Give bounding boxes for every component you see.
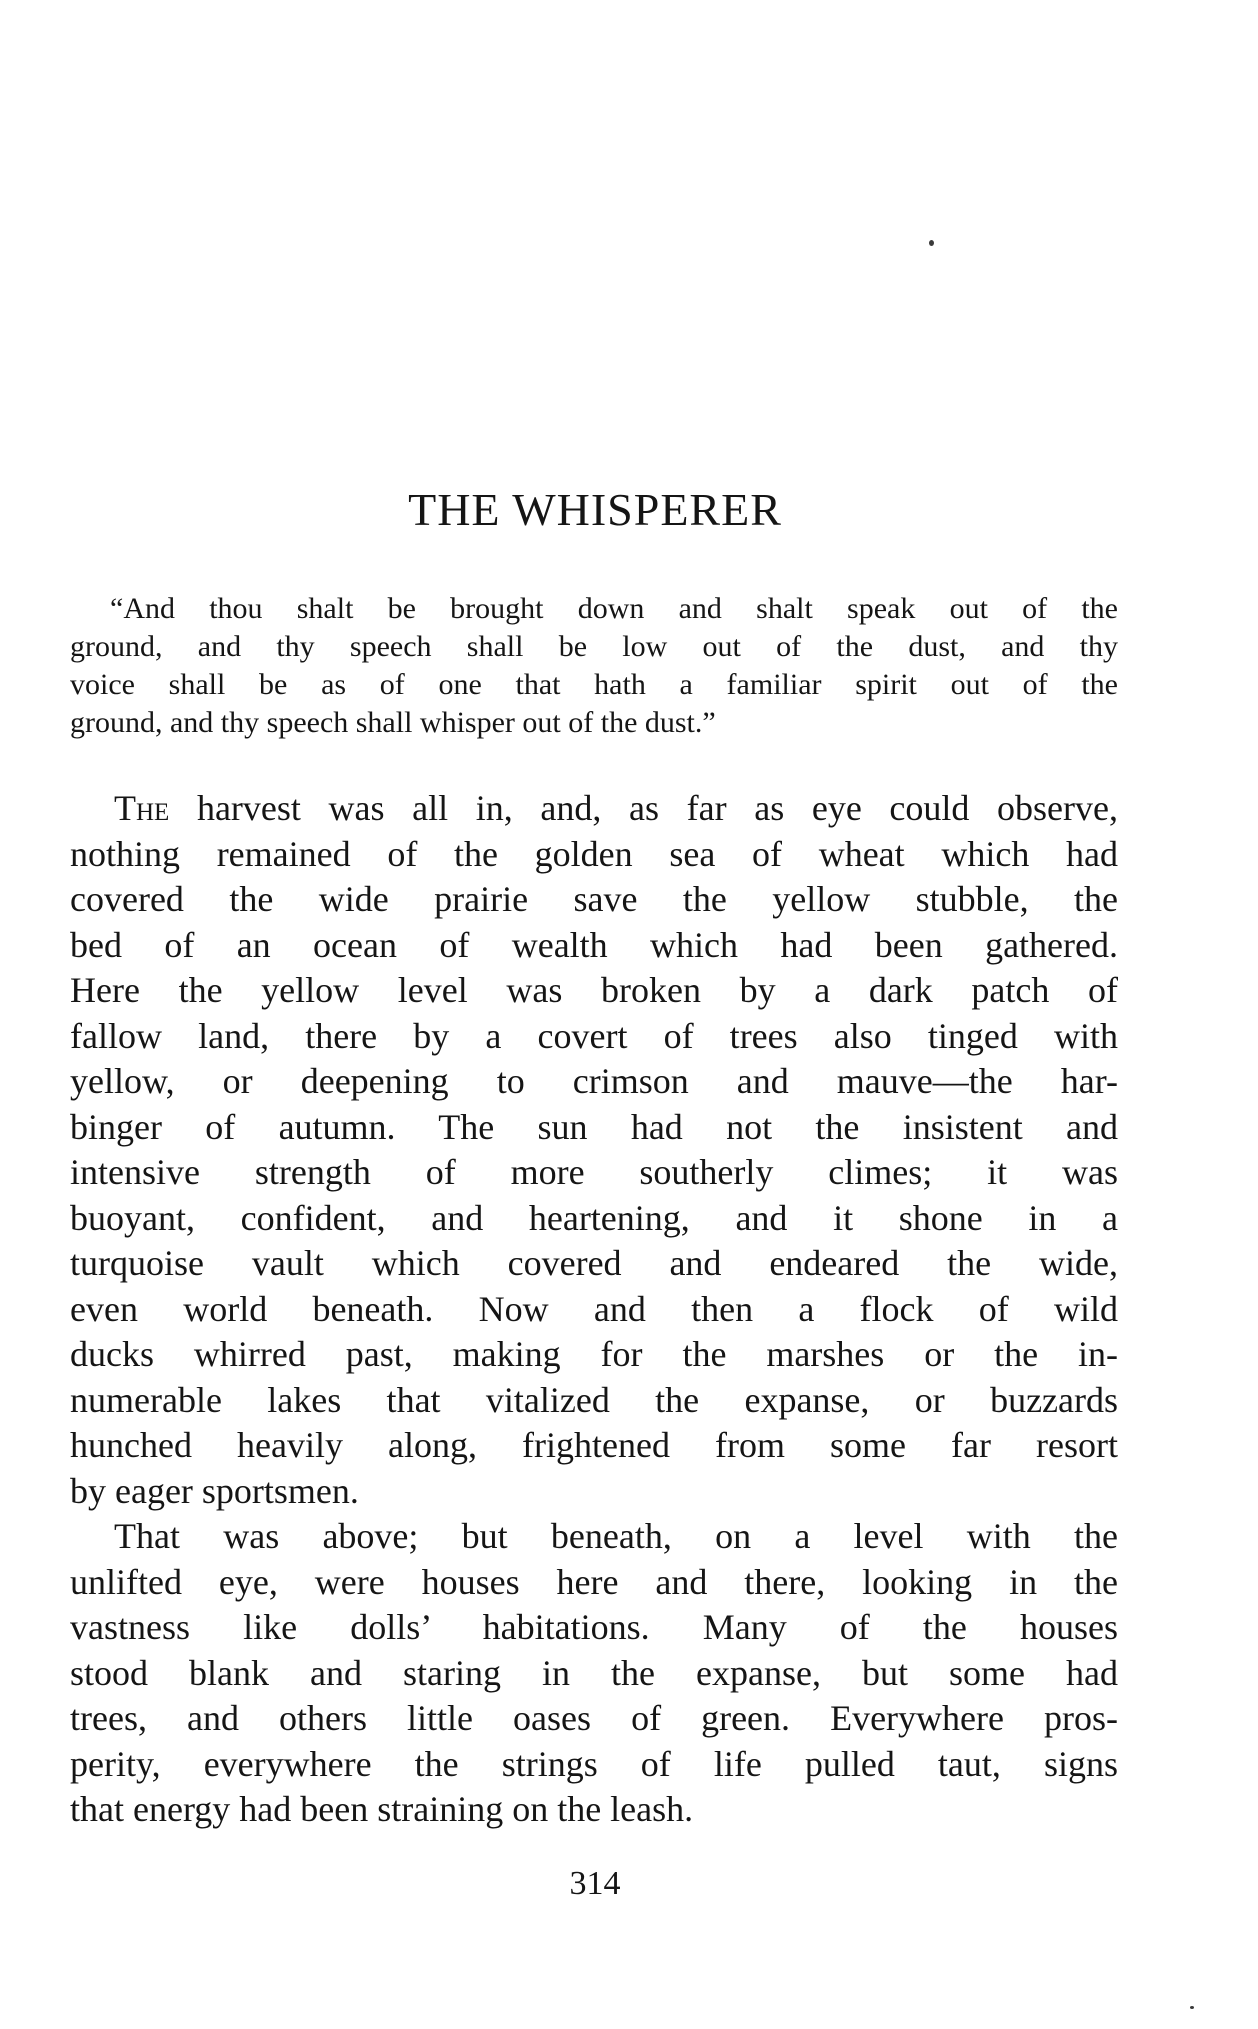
body-line: That was above; but beneath, on a level with the [114, 1516, 1118, 1556]
body-line: covered the wide prairie save the yellow stubble, the [70, 879, 1118, 919]
epigraph-line: “And thou shalt be brought down and shalt speak out of the [110, 592, 1118, 625]
chapter-body [70, 786, 1118, 1833]
body-line: vastness like dolls’ habitations. Many of the houses [70, 1607, 1118, 1647]
epigraph-line: ground, and thy speech shall be low out of the dust, and thy [70, 630, 1118, 663]
body-line: trees, and others little oases of green. Everywhere pros- [70, 1698, 1118, 1738]
epigraph-line: ground, and thy speech shall whisper out of the dust.” [70, 706, 716, 739]
paragraph-1-first-line [70, 786, 1118, 832]
body-line: binger of autumn. The sun had not the insistent and [70, 1106, 1118, 1147]
body-line: by eager sportsmen. [70, 1470, 359, 1511]
body-line: stood blank and staring in the expanse, but some had [70, 1652, 1118, 1693]
body-line: even world beneath. Now and then a flock of wild [70, 1288, 1118, 1329]
body-line: that energy had been straining on the leash. [70, 1789, 694, 1829]
chapter-title: THE WHISPERER [408, 484, 782, 535]
body-line: hunched heavily along, frightened from some far resort [70, 1425, 1118, 1465]
body-line: intensive strength of more southerly climes; it was [70, 1152, 1118, 1192]
epigraph [70, 590, 1118, 742]
body-line: turquoise vault which covered and endeared the wide, [70, 1243, 1118, 1283]
print-speck [929, 240, 934, 246]
body-line: fallow land, there by a covert of trees also tinged with [70, 1015, 1118, 1056]
body-line: numerable lakes that vitalized the expanse, or buzzards [70, 1379, 1118, 1420]
body-line: perity, everywhere the strings of life pulled taut, signs [70, 1743, 1118, 1784]
body-line: unlifted eye, were houses here and there, looking in the [70, 1561, 1118, 1602]
epigraph-line: voice shall be as of one that hath a familiar spirit out of the [70, 668, 1118, 701]
body-line: bed of an ocean of wealth which had been gathered. [70, 924, 1118, 965]
opening-small-caps: The [114, 788, 170, 828]
body-line: buoyant, confident, and heartening, and it shone in a [70, 1197, 1118, 1238]
body-line: yellow, or deepening to crimson and mauve—the har- [70, 1061, 1118, 1101]
print-speck [1190, 2006, 1194, 2009]
page-number: 314 [569, 1865, 621, 1902]
body-line-text: harvest was all in, and, as far as eye could observe, [169, 788, 1118, 828]
body-line: Here the yellow level was broken by a dark patch of [70, 970, 1118, 1010]
body-line: ducks whirred past, making for the marshes or the in- [70, 1334, 1118, 1374]
body-line: nothing remained of the golden sea of wheat which had [70, 833, 1118, 874]
